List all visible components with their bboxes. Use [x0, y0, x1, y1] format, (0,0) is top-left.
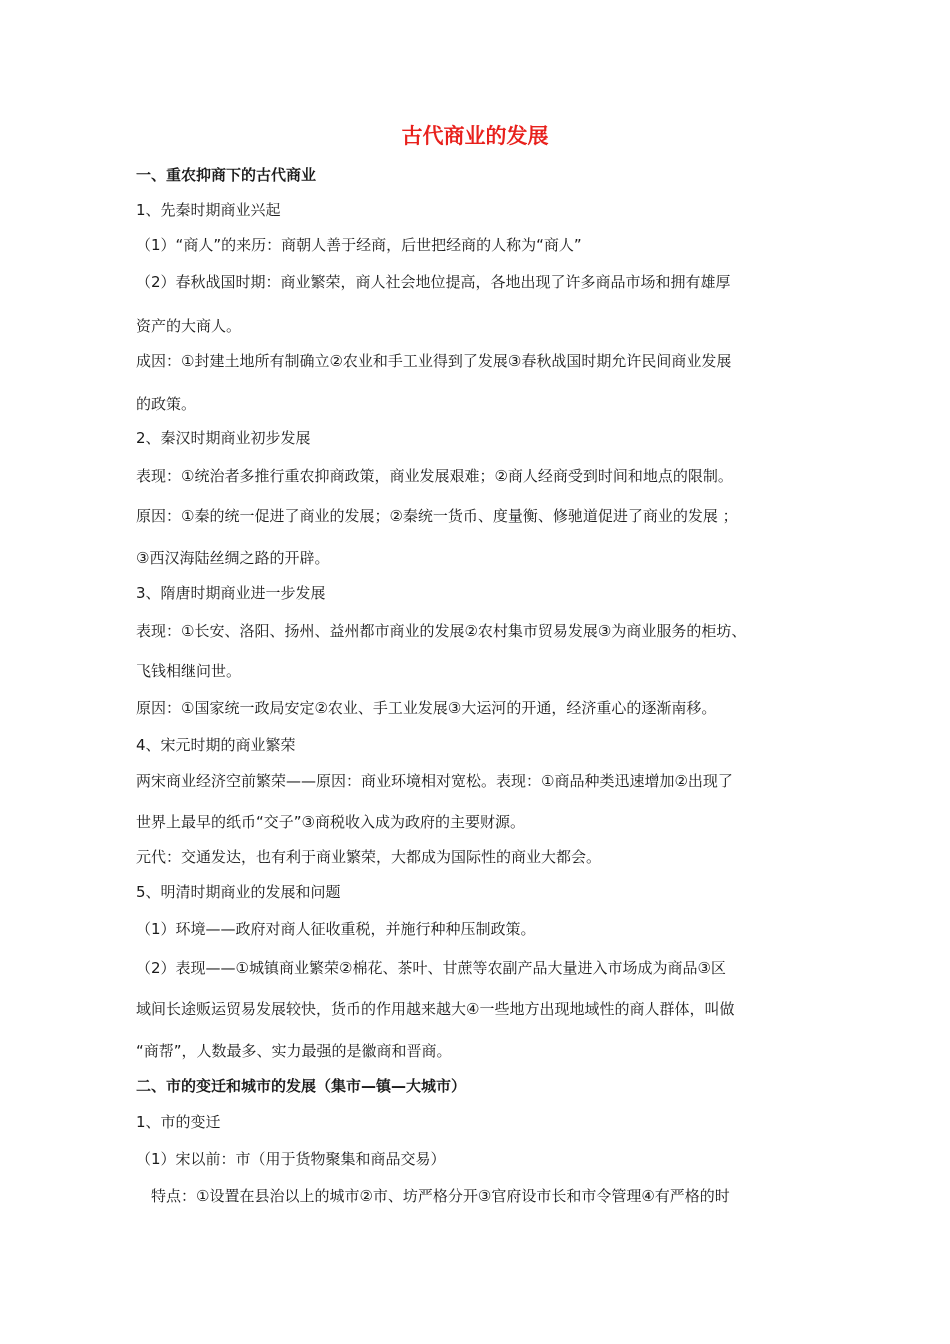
text-line: （1）环境——政府对商人征收重税，并施行种种压制政策。 — [136, 920, 536, 938]
text-line: 资产的大商人。 — [136, 317, 242, 335]
text-line: “商帮”，人数最多、实力最强的是徽商和晋商。 — [136, 1042, 452, 1060]
text-line: 特点：①设置在县治以上的城市②市、坊严格分开③官府设市长和市令管理④有严格的时 — [136, 1187, 730, 1205]
text-line: 5、明清时期商业的发展和问题 — [136, 883, 341, 901]
text-line: 成因：①封建土地所有制确立②农业和手工业得到了发展③春秋战国时期允许民间商业发展 — [136, 352, 732, 370]
text-line: 元代：交通发达，也有利于商业繁荣，大都成为国际性的商业大都会。 — [136, 848, 602, 866]
text-line: （1）“商人”的来历：商朝人善于经商，后世把经商的人称为“商人” — [136, 236, 582, 254]
section-heading: 一、重农抑商下的古代商业 — [136, 166, 317, 184]
text-line: 4、宋元时期的商业繁荣 — [136, 736, 296, 754]
text-line: （2）表现——①城镇商业繁荣②棉花、茶叶、甘蔗等农副产品大量进入市场成为商品③区 — [136, 959, 726, 977]
section-heading: 二、市的变迁和城市的发展（集市—镇—大城市） — [136, 1077, 467, 1095]
text-line: 原因：①秦的统一促进了商业的发展；②秦统一货币、度量衡、修驰道促进了商业的发展 ； — [136, 507, 738, 525]
text-line: 世界上最早的纸币“交子”③商税收入成为政府的主要财源。 — [136, 813, 525, 831]
text-line: 3、隋唐时期商业进一步发展 — [136, 584, 326, 602]
text-line: ③西汉海陆丝绸之路的开辟。 — [136, 549, 330, 567]
text-line: （2）春秋战国时期：商业繁荣，商人社会地位提高，各地出现了许多商品市场和拥有雄厚 — [136, 273, 731, 291]
text-line: 1、先秦时期商业兴起 — [136, 201, 281, 219]
text-line: 飞钱相继问世。 — [136, 662, 242, 680]
text-line: 两宋商业经济空前繁荣——原因：商业环境相对宽松。表现：①商品种类迅速增加②出现了 — [136, 772, 733, 790]
document-title: 古代商业的发展 — [401, 124, 549, 148]
text-line: （1）宋以前：市（用于货物聚集和商品交易） — [136, 1150, 446, 1168]
text-line: 1、市的变迁 — [136, 1113, 221, 1131]
text-line: 域间长途贩运贸易发展较快，货币的作用越来越大④一些地方出现地域性的商人群体，叫做 — [136, 1000, 735, 1018]
text-line: 表现：①长安、洛阳、扬州、益州都市商业的发展②农村集市贸易发展③为商业服务的柜坊、 — [136, 622, 747, 640]
text-line: 表现：①统治者多推行重农抑商政策，商业发展艰难；②商人经商受到时间和地点的限制。 — [136, 467, 733, 485]
text-line: 的政策。 — [136, 395, 197, 413]
text-line: 2、秦汉时期商业初步发展 — [136, 429, 311, 447]
text-line: 原因：①国家统一政局安定②农业、手工业发展③大运河的开通，经济重心的逐渐南移。 — [136, 699, 717, 717]
